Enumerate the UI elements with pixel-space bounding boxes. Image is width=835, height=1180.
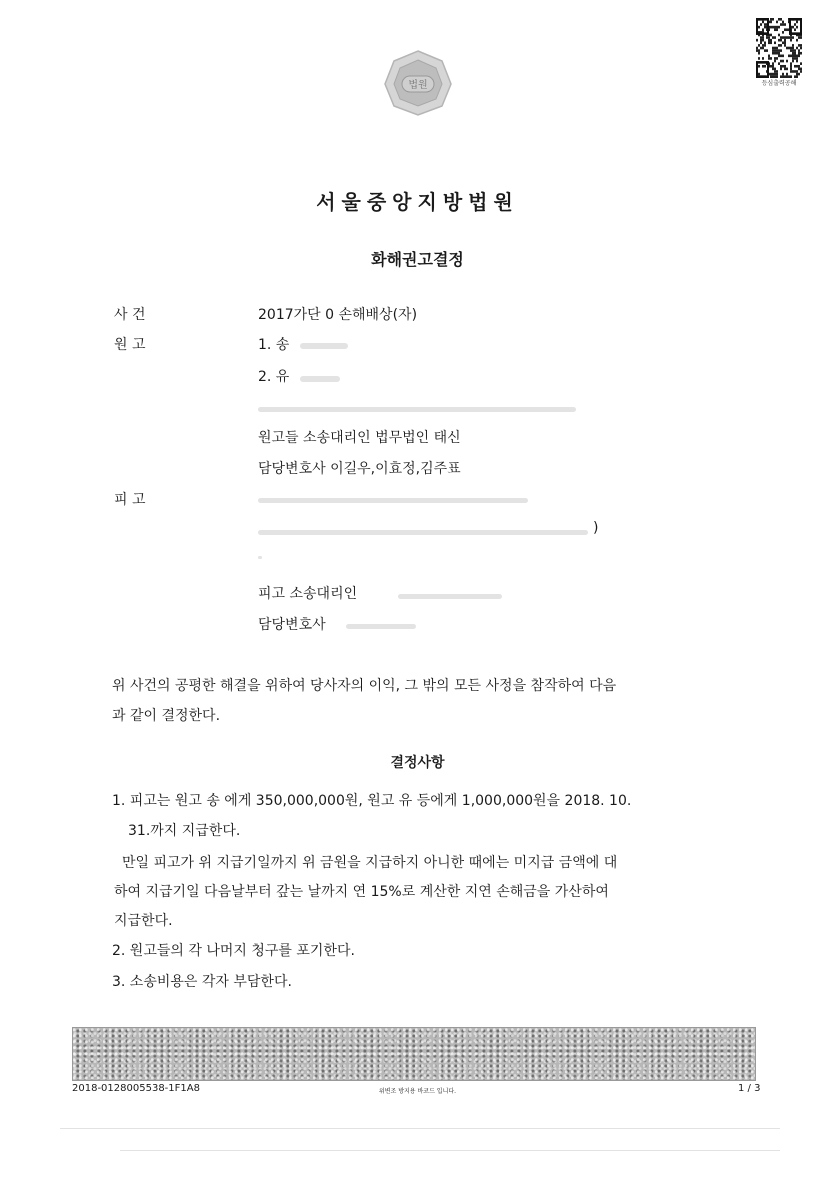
redaction-mark — [258, 530, 588, 535]
redaction-mark — [300, 343, 348, 349]
redaction-mark — [398, 594, 502, 599]
decision-item-1-line-5: 지급한다. — [114, 913, 173, 929]
court-name: 서울중앙지방법원 — [316, 190, 519, 214]
defendant-paren: ) — [593, 520, 599, 536]
decision-heading: 결정사항 — [390, 755, 445, 771]
decision-item-3: 3. 소송비용은 각자 부담한다. — [112, 974, 292, 990]
document-title: 화해권고결정 — [371, 250, 464, 269]
qr-code-icon — [756, 18, 802, 78]
seal-text: 법원 — [408, 80, 428, 91]
plaintiff-1: 1. 송 — [258, 337, 290, 353]
redaction-mark — [258, 498, 528, 503]
barcode-notice: 위변조 방지용 바코드 입니다. — [378, 1088, 457, 1095]
anti-forgery-barcode — [72, 1027, 756, 1081]
court-seal-icon — [382, 48, 454, 118]
case-value: 2017가단 0 손해배상(자) — [258, 307, 418, 323]
plaintiff-2: 2. 유 — [258, 369, 290, 385]
redaction-mark — [346, 624, 416, 629]
redaction-mark — [258, 556, 262, 559]
document-id: 2018-0128005538-1F1A8 — [72, 1083, 200, 1094]
qr-caption: 등심출력공해 — [761, 80, 797, 87]
defendant-lawyer: 담당변호사 — [258, 617, 326, 633]
decision-item-1-line-4: 하여 지급기일 다음날부터 갚는 날까지 연 15%로 계산한 지연 손해금을 가산하여 — [114, 884, 609, 900]
divider — [120, 1150, 780, 1151]
decision-item-1-line-3: 만일 피고가 위 지급기일까지 위 금원을 지급하지 아니한 때에는 미지급 금액에 대 — [122, 855, 618, 871]
plaintiff-lawyers: 담당변호사 이길우,이효정,김주표 — [258, 461, 461, 477]
case-label: 사 건 — [114, 307, 146, 323]
decision-item-2: 2. 원고들의 각 나머지 청구를 포기한다. — [112, 943, 355, 959]
intro-line-2: 과 같이 결정한다. — [112, 708, 221, 724]
page-number: 1 / 3 — [738, 1083, 761, 1094]
plaintiff-representative: 원고들 소송대리인 법무법인 태신 — [258, 430, 461, 446]
defendant-label: 피 고 — [114, 492, 146, 508]
defendant-representative: 피고 소송대리인 — [258, 586, 358, 602]
intro-line-1: 위 사건의 공평한 해결을 위하여 당사자의 이익, 그 밖의 모든 사정을 참작하여 다음 — [112, 678, 617, 694]
redaction-mark — [258, 407, 576, 412]
plaintiff-label: 원 고 — [114, 337, 146, 353]
redaction-mark — [300, 376, 340, 382]
divider — [60, 1128, 780, 1129]
decision-item-1-line-2: 31.까지 지급한다. — [128, 823, 241, 839]
decision-item-1: 1. 피고는 원고 송 에게 350,000,000원, 원고 유 등에게 1,000,000원을 2018. 10. — [112, 793, 632, 809]
